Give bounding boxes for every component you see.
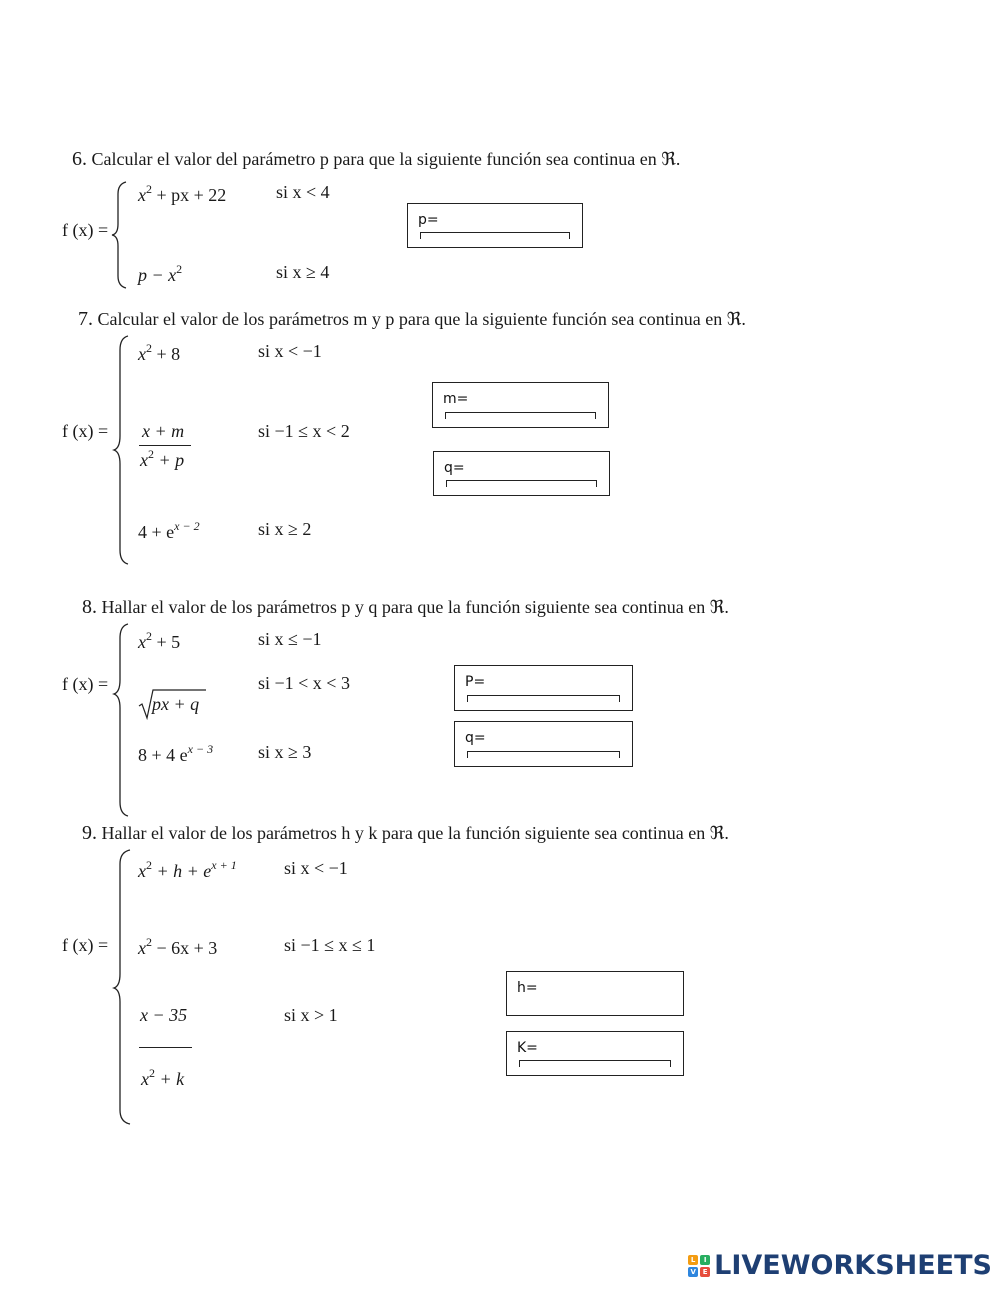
- liveworksheets-logo: [688, 1250, 992, 1281]
- answer-box-P[interactable]: P=: [454, 665, 633, 711]
- problem-9-fraction-bar: [139, 1047, 192, 1048]
- problem-8-cond-1: si x ≤ −1: [258, 629, 322, 649]
- problem-8-statement: 8. Hallar el valor de los parámetros p y q para que la función siguiente sea continua en ℜ.: [82, 596, 729, 618]
- problem-6-number: 6.: [72, 148, 87, 170]
- problem-8-piece-1: $x^2 + 5$: [138, 629, 181, 652]
- problem-7-statement: 7. Calcular el valor de los parámetros m y p para que la siguiente función sea continua en ℜ.: [78, 308, 746, 330]
- problem-6-brace: [110, 180, 130, 290]
- problem-7-piece-3: $4 + e^{x - 2}$: [138, 519, 200, 542]
- problem-7-piece-2-den: $x^2 + p$: [140, 447, 185, 470]
- problem-9-fx: f (x) =: [62, 935, 109, 955]
- problem-8-piece-2: px + q: [152, 694, 200, 714]
- problem-9-brace: [112, 848, 134, 1126]
- answer-box-q7[interactable]: q=: [433, 451, 610, 496]
- problem-9-statement: 9. Hallar el valor de los parámetros h y k para que la función siguiente sea continua en ℜ.: [82, 822, 729, 844]
- logo-blocks-icon: L I V E: [688, 1255, 710, 1277]
- answer-box-q8[interactable]: q=: [454, 721, 633, 767]
- problem-9-cond-1: si x < −1: [284, 858, 348, 878]
- answer-box-h[interactable]: h=: [506, 971, 684, 1016]
- problem-8-cond-3: si x ≥ 3: [258, 742, 312, 762]
- problem-9-piece-3-num: x − 35: [140, 1005, 188, 1025]
- problem-8-piece-3: 8 + 4 $e^{x - 3}$: [138, 742, 214, 765]
- problem-7-fx: f (x) =: [62, 421, 109, 441]
- logo-text: LIVEWORKSHEETS: [714, 1250, 992, 1281]
- problem-8-brace: [112, 622, 132, 818]
- answer-box-m[interactable]: m=: [432, 382, 609, 428]
- problem-6-piece-2: $p - x^2$: [138, 262, 183, 285]
- problem-7-fraction-bar: [139, 445, 191, 446]
- problem-6-cond-1: si x < 4: [276, 182, 330, 202]
- answer-input-q8[interactable]: [467, 751, 620, 758]
- problem-7-piece-1: $x^2 + 8$: [138, 341, 181, 364]
- problem-7-piece-2-num: x + m: [142, 421, 185, 441]
- answer-input-m[interactable]: [445, 412, 596, 419]
- problem-7-cond-2: si −1 ≤ x < 2: [258, 421, 350, 441]
- problem-8-fx: f (x) =: [62, 674, 109, 694]
- problem-9-cond-2: si −1 ≤ x ≤ 1: [284, 935, 376, 955]
- problem-6-cond-2: si x ≥ 4: [276, 262, 330, 282]
- answer-input-P[interactable]: [467, 695, 620, 702]
- problem-9-cond-3: si x > 1: [284, 1005, 338, 1025]
- problem-6-statement: 6. Calcular el valor del parámetro p para que la siguiente función sea continua en ℜ.: [72, 148, 681, 170]
- problem-7-cond-1: si x < −1: [258, 341, 322, 361]
- answer-input-p[interactable]: [420, 232, 570, 239]
- problem-6-piece-1: $x^2$ + px + 22: [138, 182, 227, 205]
- problem-7-number: 7.: [78, 308, 93, 330]
- problem-8-number: 8.: [82, 596, 97, 618]
- problem-7-cond-3: si x ≥ 2: [258, 519, 312, 539]
- problem-9-piece-2: $x^2 - 6x + 3$: [138, 935, 218, 958]
- problem-9-piece-1: $x^2 + h + e^{x + 1}$: [138, 858, 237, 881]
- answer-input-K[interactable]: [519, 1060, 671, 1067]
- problem-6-fx: f (x) =: [62, 220, 109, 240]
- answer-input-q7[interactable]: [446, 480, 597, 487]
- answer-box-K[interactable]: K=: [506, 1031, 684, 1076]
- problem-9-number: 9.: [82, 822, 97, 844]
- problem-8-cond-2: si −1 < x < 3: [258, 673, 350, 693]
- answer-box-p[interactable]: p=: [407, 203, 583, 248]
- problem-7-brace: [112, 334, 132, 566]
- problem-9-piece-3-den: $x^2 + k$: [141, 1066, 185, 1089]
